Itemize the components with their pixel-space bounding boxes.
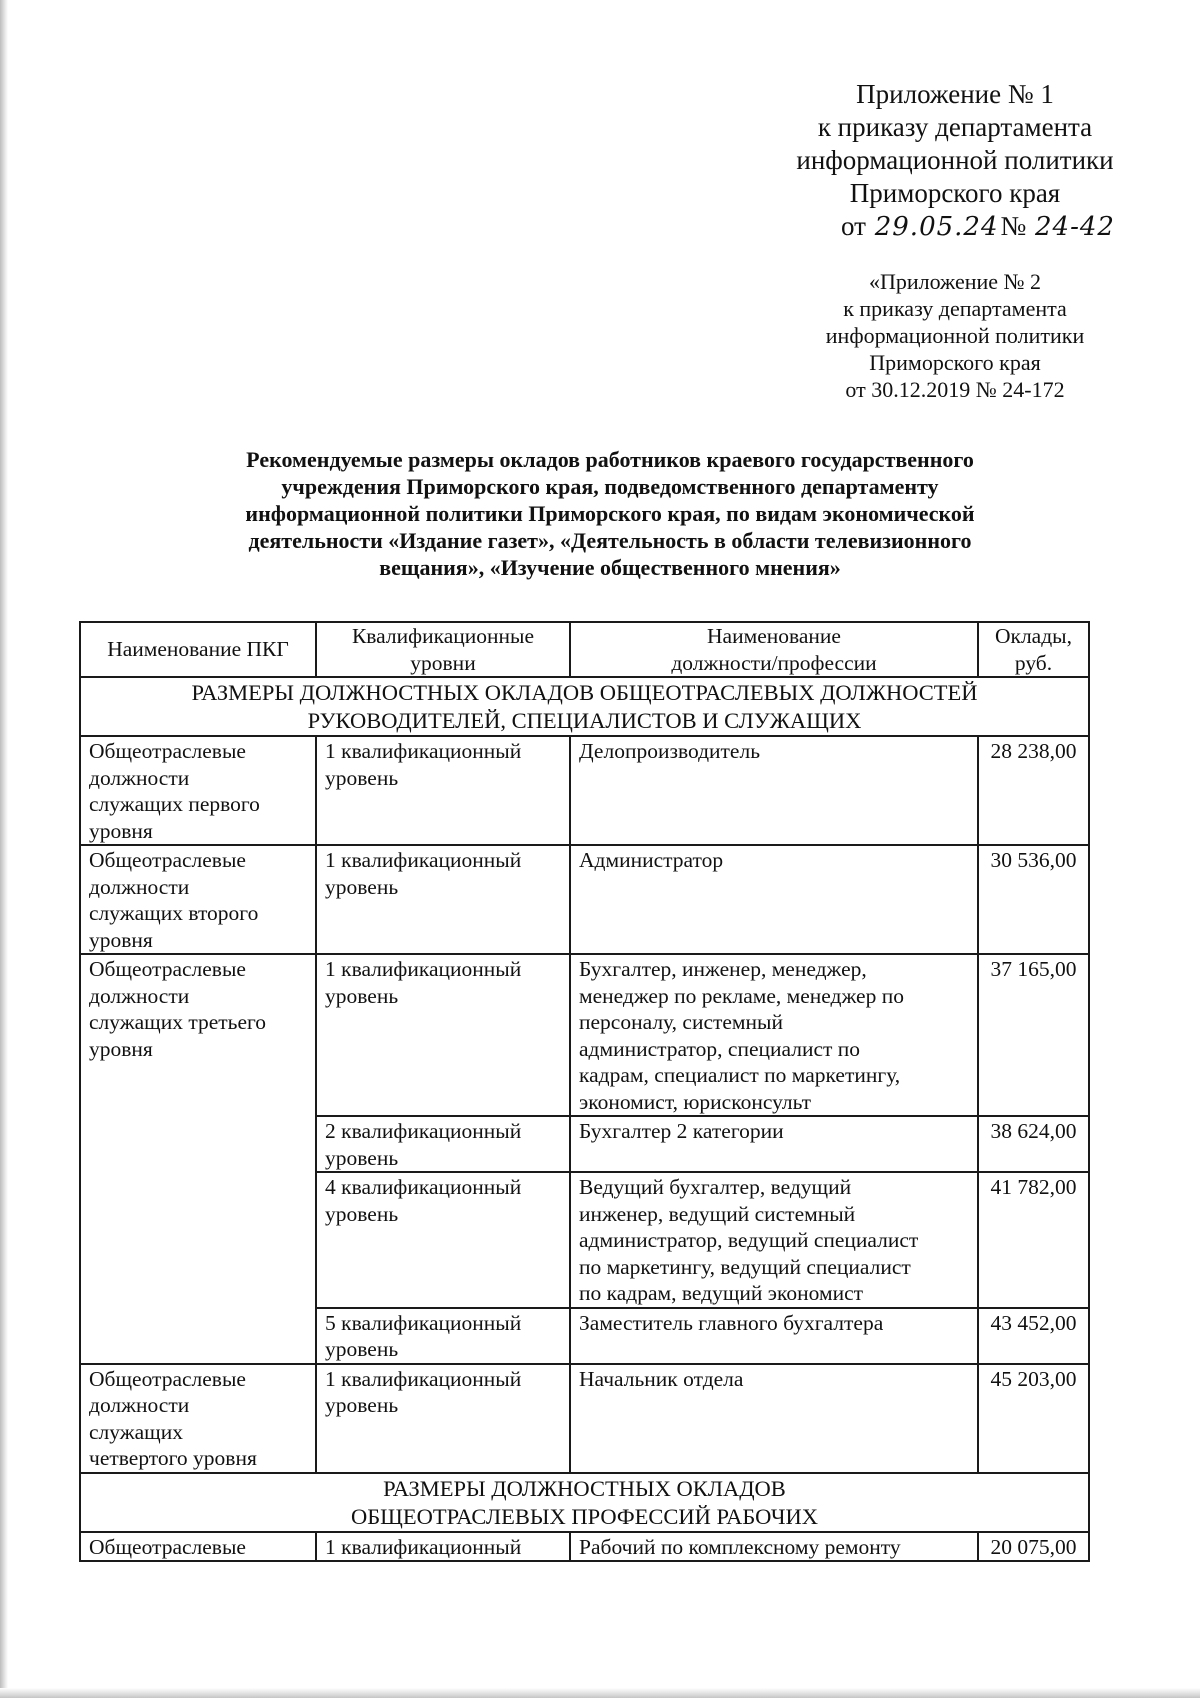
appendix-2-line-5: от 30.12.2019 № 24-172 <box>845 377 1065 402</box>
level-cell: 1 квалификационный <box>316 1532 570 1562</box>
position-cell <box>570 736 978 845</box>
appendix-1-line-1: Приложение № 1 <box>856 79 1054 109</box>
table-body <box>80 677 1089 1561</box>
appendix-1-date-number-line <box>760 210 1150 244</box>
appendix-2-line-3: информационной политики <box>825 323 1085 348</box>
group-name-line: должности <box>89 1393 190 1417</box>
position-line: инженер, ведущий системный <box>579 1201 856 1226</box>
position-line: Заместитель главного бухгалтера <box>579 1310 884 1335</box>
appendix-2-line-1: «Приложение № 2 <box>868 269 1042 294</box>
salary-table <box>79 621 1090 1562</box>
position-line: администратор, специалист по <box>579 1036 861 1061</box>
group-name-line: Общеотраслевые <box>89 848 246 872</box>
group-name-line: уровня <box>89 927 153 952</box>
level-cell <box>316 1116 570 1172</box>
salary-cell: 37 165,00 <box>978 954 1089 1116</box>
table-header-row <box>80 622 1089 677</box>
group-name-line: служащих <box>89 1419 183 1444</box>
handwritten-date: 29.05.24 <box>874 212 999 242</box>
header-position-line-2: должности/профессии <box>671 650 877 675</box>
header-position-line-1: Наименование <box>707 624 841 648</box>
group-name-cell <box>80 954 316 1364</box>
appendix-1-header <box>760 78 1150 244</box>
position-line: по кадрам, ведущий экономист <box>579 1281 864 1305</box>
group-name-cell <box>80 1364 316 1473</box>
header-pkg-label: Наименование ПКГ <box>107 637 289 662</box>
level-line: уровень <box>325 874 399 899</box>
table-row <box>80 954 1089 1116</box>
position-line: Бухгалтер 2 категории <box>579 1119 784 1143</box>
group-name-line: уровня <box>89 818 153 843</box>
level-line: 1 квалификационный <box>325 1366 522 1391</box>
header-position <box>570 622 978 677</box>
position-line: Бухгалтер, инженер, менеджер, <box>579 957 867 981</box>
position-line: экономист, юрисконсульт <box>579 1089 812 1114</box>
level-cell <box>316 1308 570 1364</box>
level-line: уровень <box>325 983 399 1008</box>
header-levels-line-2: уровни <box>410 650 476 675</box>
section-2-line: ОБЩЕОТРАСЛЕВЫХ ПРОФЕССИЙ РАБОЧИХ <box>351 1503 818 1529</box>
position-line: кадрам, специалист по маркетингу, <box>579 1063 901 1087</box>
group-name-line: Общеотраслевые <box>89 739 246 763</box>
group-name-line: Общеотраслевые <box>89 1366 246 1391</box>
salary-cell: 43 452,00 <box>978 1308 1089 1364</box>
group-name-cell: Общеотраслевые <box>80 1532 316 1562</box>
group-name-line: служащих первого <box>89 792 260 816</box>
header-salary-line-1: Оклады, <box>994 624 1072 648</box>
salary-cell: 30 536,00 <box>978 845 1089 954</box>
position-cell <box>570 1364 978 1473</box>
appendix-2-line-2: к приказу департамента <box>843 296 1067 321</box>
position-cell: Рабочий по комплексному ремонту <box>570 1532 978 1562</box>
title-line-2: учреждения Приморского края, подведомственного департаменту <box>281 474 939 499</box>
title-line-3: информационной политики Приморского края, по видам экономической <box>245 501 975 526</box>
salary-cell: 38 624,00 <box>978 1116 1089 1172</box>
section-row-2 <box>80 1473 1089 1532</box>
group-name-line: служащих третьего <box>89 1010 267 1034</box>
section-row-1 <box>80 677 1089 736</box>
group-name-cell <box>80 845 316 954</box>
level-line: 1 квалификационный <box>325 739 522 763</box>
position-line: Делопроизводитель <box>579 739 761 763</box>
level-line: уровень <box>325 765 399 790</box>
position-line: администратор, ведущий специалист <box>579 1228 919 1252</box>
level-line: 5 квалификационный <box>325 1310 522 1335</box>
table-row <box>80 1532 1089 1562</box>
level-line: уровень <box>325 1393 399 1417</box>
header-pkg <box>80 622 316 677</box>
group-name-line: должности <box>89 874 190 899</box>
position-cell <box>570 1308 978 1364</box>
title-line-5: вещания», «Изучение общественного мнения» <box>379 555 841 580</box>
level-line: 1 квалификационный <box>325 848 522 872</box>
group-name-line: четвертого уровня <box>89 1446 257 1470</box>
position-line: менеджер по рекламе, менеджер по <box>579 983 904 1008</box>
table-row <box>80 845 1089 954</box>
handwritten-number: 24-42 <box>1035 212 1115 242</box>
header-levels <box>316 622 570 677</box>
scan-edge-left <box>0 0 8 1698</box>
salary-cell: 45 203,00 <box>978 1364 1089 1473</box>
appendix-1-line-4: Приморского края <box>849 178 1061 208</box>
level-line: уровень <box>325 1337 399 1361</box>
level-cell <box>316 1364 570 1473</box>
appendix-2-header <box>790 268 1120 403</box>
group-name-line: должности <box>89 983 190 1008</box>
level-line: 1 квалификационный <box>325 957 522 981</box>
group-name-line: служащих второго <box>89 901 259 925</box>
title-line-1: Рекомендуемые размеры окладов работников краевого государственного <box>246 447 974 472</box>
level-line: 2 квалификационный <box>325 1119 522 1143</box>
group-name-line: уровня <box>89 1036 153 1061</box>
salary-cell: 41 782,00 <box>978 1172 1089 1308</box>
level-cell <box>316 954 570 1116</box>
header-salary <box>978 622 1089 677</box>
salary-cell: 28 238,00 <box>978 736 1089 845</box>
group-name-line: должности <box>89 765 190 790</box>
date-prefix: от <box>841 211 866 241</box>
position-line: Начальник отдела <box>579 1366 744 1391</box>
appendix-1-line-2: к приказу департамента <box>817 112 1093 142</box>
appendix-1-line-3: информационной политики <box>796 145 1114 175</box>
level-line: 4 квалификационный <box>325 1175 522 1199</box>
position-line: персоналу, системный <box>579 1010 783 1034</box>
scan-edge-bottom <box>0 1688 1200 1698</box>
section-heading-1 <box>80 677 1089 736</box>
appendix-2-line-4: Приморского края <box>869 350 1041 375</box>
section-1-line-2: РУКОВОДИТЕЛЕЙ, СПЕЦИАЛИСТОВ И СЛУЖАЩИХ <box>307 708 862 733</box>
group-name-cell <box>80 736 316 845</box>
title-line-4: деятельности «Издание газет», «Деятельность в области телевизионного <box>248 528 972 553</box>
section-1-line-1: РАЗМЕРЫ ДОЛЖНОСТНЫХ ОКЛАДОВ ОБЩЕОТРАСЛЕВЫХ ДОЛЖНОСТЕЙ <box>191 680 978 705</box>
position-line: Администратор <box>579 848 724 872</box>
section-2-line: РАЗМЕРЫ ДОЛЖНОСТНЫХ ОКЛАДОВ <box>383 1475 786 1501</box>
level-cell <box>316 1172 570 1308</box>
number-prefix: № <box>1000 211 1027 241</box>
level-line: уровень <box>325 1145 399 1170</box>
level-line: уровень <box>325 1201 399 1226</box>
level-cell <box>316 845 570 954</box>
level-cell <box>316 736 570 845</box>
salary-cell: 20 075,00 <box>978 1532 1089 1562</box>
document-title <box>180 446 1040 581</box>
table-row <box>80 736 1089 845</box>
section-heading-2 <box>80 1473 1089 1532</box>
position-cell <box>570 1116 978 1172</box>
position-line: Ведущий бухгалтер, ведущий <box>579 1175 852 1199</box>
position-cell <box>570 845 978 954</box>
header-levels-line-1: Квалификационные <box>351 624 535 648</box>
position-cell <box>570 954 978 1116</box>
table-row <box>80 1364 1089 1473</box>
group-name-line: Общеотраслевые <box>89 957 246 981</box>
position-cell <box>570 1172 978 1308</box>
position-line: по маркетингу, ведущий специалист <box>579 1254 911 1279</box>
header-salary-line-2: руб. <box>1014 650 1053 675</box>
